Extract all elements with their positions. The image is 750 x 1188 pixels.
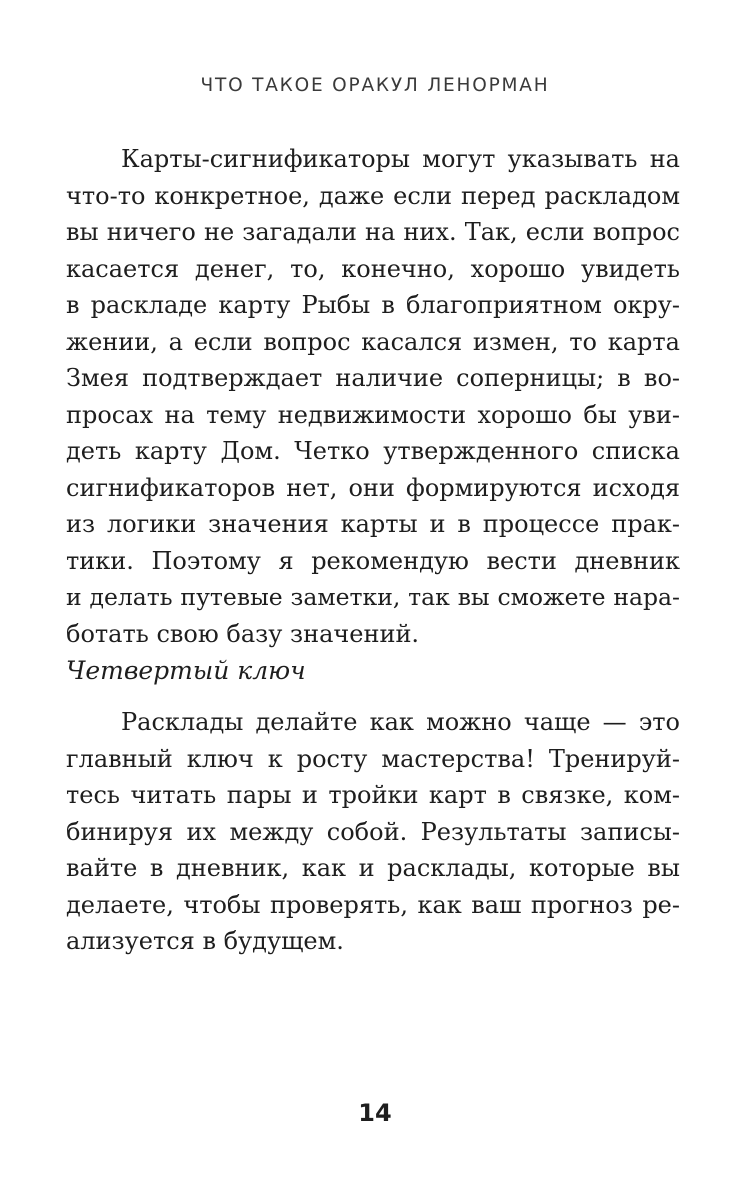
paragraph-1-line: вы ничего не загадали на них. Так, если вопрос — [66, 218, 680, 246]
paragraph-1-line: касается денег, то, конечно, хорошо увидеть — [66, 254, 680, 283]
running-head: ЧТО ТАКОЕ ОРАКУЛ ЛЕНОРМАН — [200, 75, 550, 96]
paragraph-1-line: что-то конкретное, даже если перед раскладом — [66, 181, 680, 210]
paragraph-1-line: жении, а если вопрос касался измен, то карта — [66, 327, 680, 356]
paragraph-1-line: ботать свою базу значений. — [66, 619, 420, 648]
paragraph-2-line: Расклады делайте как можно чаще — это — [121, 708, 680, 736]
paragraph-2-line: делаете, чтобы проверять, как ваш прогноз ре- — [66, 890, 680, 919]
paragraph-1-line: в раскладе карту Рыбы в благоприятном окру- — [66, 291, 680, 319]
paragraph-2-line: тесь читать пары и тройки карт в связке, ком- — [66, 781, 680, 809]
paragraph-2-line: ализуется в будущем. — [66, 927, 344, 955]
paragraph-1-line: просах на тему недвижимости хорошо бы уви- — [66, 400, 680, 429]
paragraph-1-line: тики. Поэтому я рекомендую вести дневник — [66, 546, 680, 575]
page-number: 14 — [358, 1099, 392, 1127]
paragraph-1-line: сигнификаторов нет, они формируются исходя — [66, 473, 680, 502]
paragraph-1 — [66, 141, 680, 652]
paragraph-1-line: деть карту Дом. Четко утвержденного списка — [66, 437, 680, 465]
paragraph-2-line: бинируя их между собой. Результаты записы- — [66, 817, 680, 846]
paragraph-1-line: и делать путевые заметки, так вы сможете нара- — [66, 583, 680, 611]
section-heading: Четвертый ключ — [66, 656, 306, 685]
paragraph-1-line: Карты-сигнификаторы могут указывать на — [121, 145, 680, 173]
paragraph-2 — [66, 704, 680, 960]
paragraph-2-line: вайте в дневник, как и расклады, которые вы — [66, 854, 680, 882]
paragraph-2-line: главный ключ к росту мастерства! Тренируй- — [66, 744, 680, 773]
paragraph-1-line: Змея подтверждает наличие соперницы; в во- — [66, 364, 680, 392]
paragraph-1-line: из логики значения карты и в процессе прак- — [66, 510, 680, 538]
